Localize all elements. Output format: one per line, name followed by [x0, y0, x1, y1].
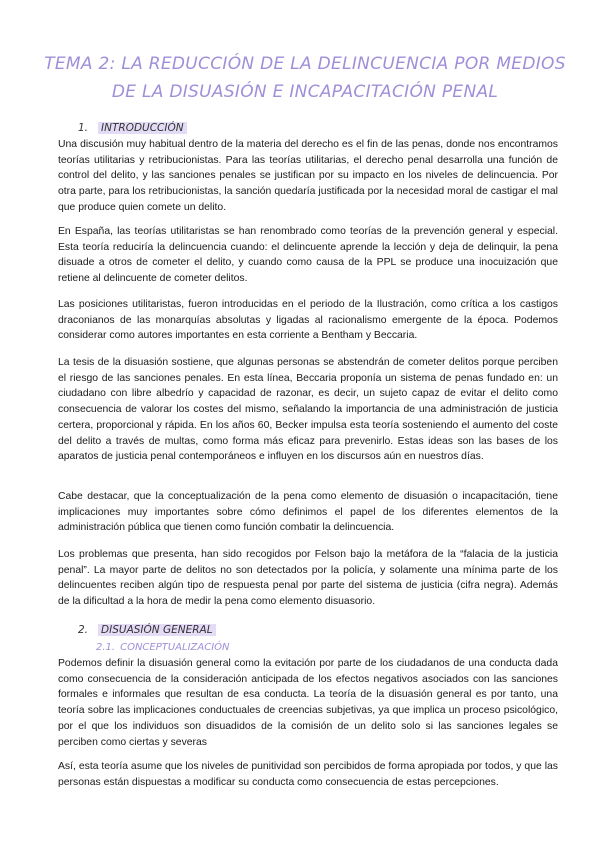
subsection-heading-conceptualizacion [96, 642, 230, 653]
paragraph-5: Cabe destacar, que la conceptualización de la pena como elemento de disuasión o incapacitación, tiene implicaciones muy importantes sobre cómo definimos el papel de los diferentes elementos de la administración pública que tienen como función combatir la delincuencia. [58, 491, 558, 534]
paragraph-8: Así, esta teoría asume que los niveles de punitividad son percibidos de forma apropiada por todos, y que las personas están dispuestas a modificar su conducta como consecuencia de estas percepciones. [58, 761, 558, 788]
section-label: DISUASIÓN GENERAL [98, 624, 216, 636]
section-number: 2. [78, 624, 89, 636]
paragraph-4: La tesis de la disuasión sostiene, que algunas personas se abstendrán de cometer delitos porque perciben el riesgo de las sanciones penales. En esta línea, Beccaria proponía un sistema de penas fundado en: un ciudadano con libre albedrío y capacidad de razonar, es decir, un sujeto capaz de evitar el delito como consecuencia de valorar los costes del mismo, señalando la importancia de una administración de justicia certera, proporcional y rápida. En los años 60, Becker impulsa esta teoría sosteniendo el aumento del coste del delito a través de multas, como forma más eficaz para prevenirlo. Estas ideas son las bases de los aparatos de justicia penal contemporáneos e influyen en los discursos aún en nuestros días. [58, 357, 558, 463]
section-heading-disuasion-general [78, 624, 216, 636]
subsection-number: 2.1. [96, 642, 116, 653]
section-label: INTRODUCCIÓN [98, 122, 187, 134]
paragraph-3: Las posiciones utilitaristas, fueron introducidas en el periodo de la Ilustración, como crítica a los castigos draconianos de las monarquías absolutas y ligadas al racionalismo emergente de la época. Podemos considerar como autores importantes en esta corriente a Bentham y Beccaria. [58, 299, 558, 342]
paragraph-7: Podemos definir la disuasión general como la evitación por parte de los ciudadanos de una conducta dada como consecuencia de la consideración anticipada de los efectos negativos asociados con las sanciones formales e informales que resultan de esa conducta. La teoría de la disuasión general es por tanto, una teoría sobre las implicaciones conductuales de creencias subjetivas, ya que implica un proceso psicológico, por el que los individuos son disuadidos de la comisión de un delito solo si las sanciones legales se perciben como ciertas y severas [58, 658, 558, 748]
paragraph-1: Una discusión muy habitual dentro de la materia del derecho es el fin de las penas, donde nos encontramos teorías utilitarias y retribucionistas. Para las teorías utilitarias, el derecho penal desarrolla una función de control del delito, y las sanciones penales se justifican por su impacto en los niveles de delincuencia. Por otra parte, para los retribucionistas, la sanción quedaría justificada por la necesidad moral de castigar el mal que produce quien comete un delito. [58, 139, 558, 213]
section-heading-introduccion [78, 122, 187, 134]
document-title: TEMA 2: LA REDUCCIÓN DE LA DELINCUENCIA POR MEDIOS DE LA DISUASIÓN E INCAPACITACIÓN PENAL [44, 54, 566, 102]
paragraph-2: En España, las teorías utilitaristas se han renombrado como teorías de la prevención general y especial. Esta teoría reduciría la delincuencia cuando: el delincuente aprende la lección y deja de delinquir, la pena disuade a otros de cometer el delito, y cuando como causa de la PPL se produce una inocuización que retiene al delincuente de cometer delitos. [58, 226, 558, 285]
section-number: 1. [78, 122, 89, 134]
paragraph-6: Los problemas que presenta, han sido recogidos por Felson bajo la metáfora de la “falacia de la justicia penal”. La mayor parte de delitos no son detectados por la policía, y solamente una mínima parte de los delincuentes reciben algún tipo de respuesta penal por parte del sistema de justicia (cifra negra). Además de la dificultad a la hora de medir la pena como elemento disuasorio. [58, 549, 558, 608]
subsection-label: CONCEPTUALIZACIÓN [120, 642, 230, 653]
